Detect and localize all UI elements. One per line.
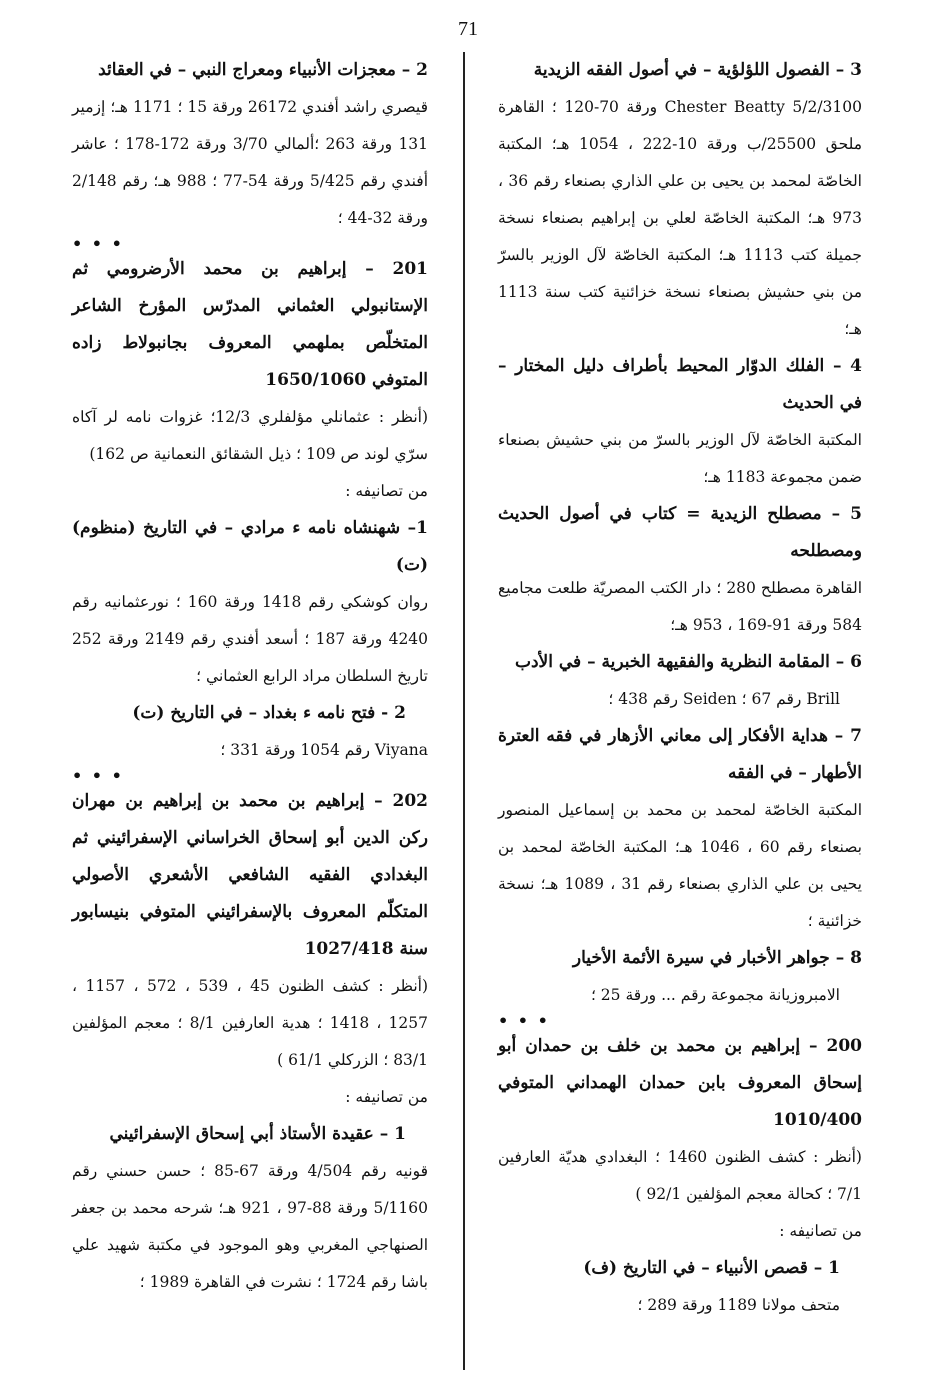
entry-body: المكتبة الخاصّة لمحمد بن محمد بن إسماعيل المنصور بصنعاء رقم 60 ، 1046 هـ؛ المكتبة الخاصّة لمحمد بن يحيى بن علي الذاري بصنعاء رقم 31 ، 1089 هـ؛ نسخة خزائنية ؛ [498, 801, 862, 930]
entry-heading: 4 – الفلك الدوّار المحيط بأطراف دليل المختار – في الحديث [498, 356, 862, 413]
entry-body: 5/2/3100 Chester Beatty ورقة 70-120 ؛ القاهرة ملحق 25500/ب ورقة 10-222 ، 1054 هـ؛ المكتبة الخاصّة لمحمد بن يحيى بن علي الذاري بصنعاء رقم 36 ، 973 هـ؛ المكتبة الخاصّة لعلي بن إبراهيم بصنعاء نسخة جميلة كتب 1113 هـ؛ المكتبة الخاصّة لآل الوزير بالسرّ من بني حشيش بصنعاء نسخة خزائنية كتب سنة 1113 هـ؛ [498, 98, 863, 338]
section-separator: • • • [72, 234, 124, 253]
entry-heading: 6 – المقامة النظرية والفقيهة الخبرية – في الأدب [514, 652, 862, 672]
entry-body: روان كوشكي رقم 1418 ورقة 160 ؛ نورعثمانيه رقم 4240 ورقة 187 ؛ أسعد أفندي رقم 2149 ورقة 252 تاريخ السلطان مراد الرابع العثماني ؛ [72, 593, 429, 685]
entry-body: (أنظر : كشف الظنون 1460 ؛ البغدادي هديّة العارفين 7/1 ؛ كحالة معجم المؤلفين 92/1 ) [498, 1148, 862, 1203]
entry-heading: 8 – جواهر الأخبار في سيرة الأئمة الأخيار [572, 948, 862, 968]
entry-heading: 1 – قصص الأنبياء – في التاريخ (ف) [583, 1258, 840, 1278]
column-divider [463, 52, 465, 1370]
entry-heading: 5 – مصطلح الزيدية = كتاب في أصول الحديث ومصطلحه [498, 504, 862, 561]
entry-body: Viyana رقم 1054 ورقة 331 ؛ [220, 741, 428, 759]
entry-body: من تصانيفه : [779, 1222, 862, 1240]
entry-heading: 2 - فتح نامه ء بغداد – في التاريخ (ت) [132, 703, 406, 723]
section-separator: • • • [72, 766, 124, 785]
entry-heading: 1– شهنشاه نامه ء مرادي – في التاريخ (منظوم) (ت) [72, 518, 428, 575]
entry-body: (أنظر : كشف الظنون 45 ، 539 ، 572 ، 1157 ، 1257 ، 1418 ؛ هدية العارفين 8/1 ؛ معجم المؤلفين 83/1 ؛ الزركلي 61/1 ) [72, 977, 428, 1069]
page-number: 71 [458, 18, 478, 40]
entry-body: (أنظر : عثمانلي مؤلفلري 12/3؛ غزوات نامه لر آكاه سرّي لوند ص 109 ؛ ذيل الشقائق النعمانية ص 162) [72, 408, 428, 463]
entry-body: من تصانيفه : [345, 482, 428, 500]
entry-heading: 200 – إبراهيم بن محمد بن خلف بن حمدان أبو إسحاق المعروف بابن حمدان الهمداني المتوفي 1010/400 [498, 1036, 862, 1130]
right-column [498, 52, 862, 1324]
entry-body: القاهرة مصطلح 280 ؛ دار الكتب المصريّة طلعت مجاميع 584 ورقة 91-169 ، 953 هـ؛ [498, 579, 862, 634]
entry-body: Brill رقم 67 ؛ Seiden رقم 438 ؛ [608, 690, 840, 708]
entry-heading: 202 – إبراهيم بن محمد بن إبراهيم بن مهران ركن الدين أبو إسحاق الخراساني الإسفرائيني ثم البغدادي الفقيه الشافعي الأشعري الأصولي المتكلّم المعروف بالإسفرائيني المتوفي بنيسابور سنة 1027/418 [72, 791, 428, 959]
entry-body: الامبروزيانة مجموعة رقم ... ورقة 25 ؛ [590, 986, 840, 1004]
entry-heading: 7 – هداية الأفكار إلى معاني الأزهار في فقه العترة الأطهار – في الفقه [498, 726, 862, 783]
entry-body: قيصري راشد أفندي 26172 ورقة 15 ؛ 1171 هـ؛ إزمير 131 ورقة 263 ؛ألمالي 3/70 ورقة 172-178 ؛ عاشر أفندي رقم 5/425 ورقة 54-77 ؛ 988 هـ؛ رقم 2/148 ورقة 32-44 ؛ [72, 98, 429, 227]
entry-body: قونيه رقم 4/504 ورقة 67-85 ؛ حسن حسني رقم 5/1160 ورقة 88-97 ، 921 هـ؛ شرحه محمد بن جعفر الصنهاجي المغربي وهو الموجود في مكتبة شهيد علي باشا رقم 1724 ؛ نشرت في القاهرة 1989 ؛ [72, 1162, 429, 1291]
entry-heading: 3 – الفصول اللؤلؤية – في أصول الفقه الزيدية [533, 60, 862, 80]
entry-heading: 1 – عقيدة الأستاذ أبي إسحاق الإسفرائيني [109, 1124, 406, 1144]
entry-body: المكتبة الخاصّة لآل الوزير بالسرّ من بني حشيش بصنعاء ضمن مجموعة 1183 هـ؛ [498, 431, 862, 486]
left-column [72, 52, 428, 1301]
entry-heading: 201 – إبراهيم بن محمد الأرضرومي ثم الإستانبولي العثماني المدرّس المؤرخ الشاعر المتخلّص بملهمي المعروف بجانبولاط زاده المتوفي 1650/1060 [72, 259, 428, 390]
entry-body: متحف مولانا 1189 ورقة 289 ؛ [637, 1296, 840, 1314]
section-separator: • • • [498, 1011, 550, 1030]
entry-body: من تصانيفه : [345, 1088, 428, 1106]
entry-heading: 2 – معجزات الأنبياء ومعراج النبي – في العقائد [98, 60, 428, 80]
